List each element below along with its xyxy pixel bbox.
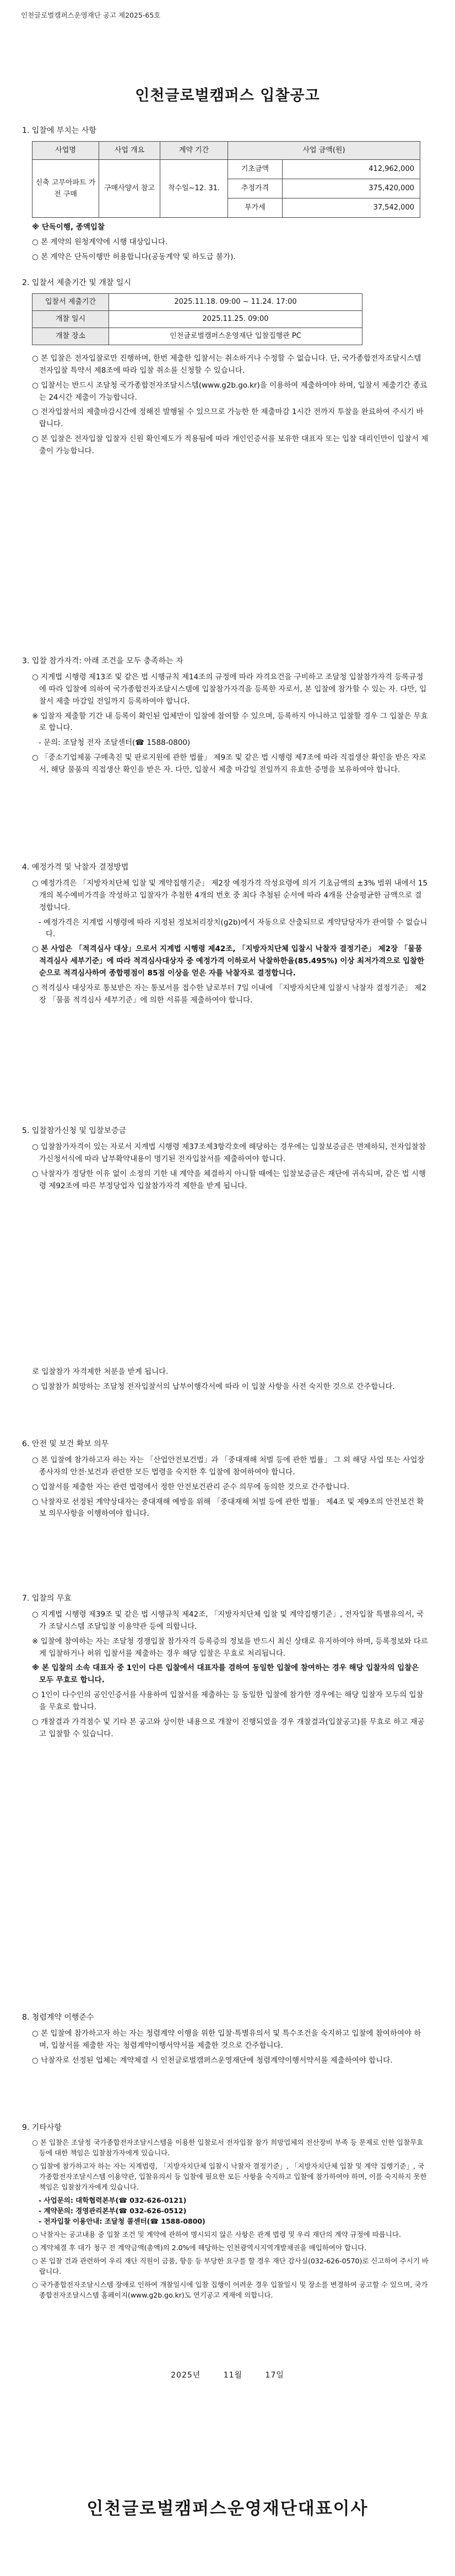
section-4-body xyxy=(32,878,429,1010)
date-year: 2025년 xyxy=(171,2371,201,2380)
header-amount: 사업 금액(원) xyxy=(228,142,420,160)
schedule-value: 2025.11.25. 09:00 xyxy=(109,311,362,328)
header-period: 계약 기간 xyxy=(160,142,228,160)
section-2-body xyxy=(32,353,429,460)
paragraph: ○ 본 입찰 건과 관련하여 우리 재단 직원이 금품, 향응 등 부당한 요구를 할 경우 재단 감사실(032-626-0570)로 신고하여 주시기 바랍니다. xyxy=(32,2257,429,2276)
date-day: 17일 xyxy=(265,2371,284,2380)
paragraph: ○ 입찰참가 희망하는 조달청 전자입찰서의 납부이행각서에 따라 이 입찰 사항을 사전 숙지한 것으로 간주합니다. xyxy=(32,1382,395,1391)
paragraph: ○ 낙찰자가 정당한 이유 없이 소정의 기한 내 계약을 체결하지 아니할 때에는 입찰보증금은 재단에 귀속되며, 같은 법 시행령 제92조에 따른 부정당업자 입찰참가자격 제한을 받게 됩니다. xyxy=(32,1169,426,1190)
paragraph: ○ 지계법 시행령 제39조 및 같은 법 시행규칙 제42조, 「지방자치단체 입찰 및 계약집행기준」, 전자입찰 특별유의서, 국가 조달시스템 조달입찰 이용약관 등에 의합니다. xyxy=(32,1610,424,1631)
paragraph: ○ 적격심사 대상자로 통보받은 자는 통보서를 접수한 날로부터 7일 이내에 「지방자치단체 입찰시 낙찰자 결정기준」 제2장 「물품 적격심사 세부기준」에 의한 서류를 제출하여야 합니다. xyxy=(32,983,426,1005)
section-3-body xyxy=(32,672,429,779)
section-9-body xyxy=(32,2137,429,2303)
paragraph: 로 입찰참가 자격제한 처분을 받게 됩니다. xyxy=(32,1367,169,1376)
section-3-title: 3. 입찰 참가자격: 아래 조건을 모두 충족하는 자 xyxy=(22,657,183,666)
schedule-label: 개찰 장소 xyxy=(32,328,109,345)
announcement-code: 인천글로벌캠퍼스운영재단 공고 제2025-65호 xyxy=(21,11,161,19)
project-outline: 구매사양서 참고 xyxy=(99,160,160,218)
paragraph: ○ 본 입찰에 참가하고자 하는 자는 「산업안전보건법」과 「중대재해 처벌 등에 관한 법률」 그 외 해당 사업 또는 사업장 종사자의 안전·보건과 관련한 모든 법령을 숙지한 후 입찰에 참여하여야 합니다. xyxy=(32,1456,425,1477)
section-2-title: 2. 입찰서 제출기간 및 개찰 일시 xyxy=(22,278,131,287)
paragraph: ○ 1인이 다수인의 공인인증서를 사용하여 입찰서를 제출하는 등 동일한 입찰에 참가한 경우에는 해당 입찰자 모두의 입찰을 무효로 합니다. xyxy=(32,1690,424,1712)
paragraph: ○ 본 입찰은 전자입찰 입찰자 신원 확인제도가 적용됨에 따라 개인인증서를 보유한 대표자 또는 입찰 대리인만이 입찰서 제출이 가능합니다. xyxy=(32,434,429,456)
paragraph: ○ 개찰결과 가격점수 및 기타 본 공고와 상이한 내용으로 개찰이 진행되었을 경우 개찰결과(입찰공고)를 무효로 하고 재공고 입찰할 수 있습니다. xyxy=(32,1717,425,1738)
paragraph: ○ 지계법 시행령 제13조 및 같은 법 시행규칙 제14조의 규정에 따라 자격요건을 구비하고 조달청 입찰참가자격 등록규정에 따라 입찰에 의하여 국가종합전자조달시스템에 입찰참가자격을 등록한 자로서, 본 입찰에 참가할 수 있는 자. 다만, 입찰서 제출 마감일 전일까지 등록하여야 합니다. xyxy=(32,673,427,706)
issuer-name: 인천글로벌캠퍼스운영재단대표이사 xyxy=(86,2499,369,2519)
paragraph: ※ 입찰에 참여하는 자는 조달청 경쟁입찰 참가자격 등록증의 정보를 반드시 최신 상태로 유지하여야 하며, 등록정보와 다르게 입찰하거나 허위 입찰서를 제출하는 경우 해당 입찰은 무효로 처리됩니다. xyxy=(32,1636,428,1658)
section-9-title: 9. 기타사항 xyxy=(22,2123,62,2132)
date-month: 11월 xyxy=(223,2371,243,2380)
paragraph: ○ 낙찰자로 선정된 업체는 계약체결 시 인천글로벌캠퍼스운영재단에 청렴계약이행서약서를 제출하여야 합니다. xyxy=(32,2056,393,2065)
schedule-label: 입찰서 제출기간 xyxy=(32,294,109,311)
paragraph: ○ 입찰참가자격이 있는 자로서 지계법 시행령 제37조제3항각호에 해당하는 경우에는 입찰보증금은 면제하되, 전자입찰참가신청서식에 따라 납부확약내용이 명기된 전자입찰서를 제출하여야 합니다. xyxy=(32,1142,426,1163)
section-6-body xyxy=(32,1455,429,1523)
section-4-title: 4. 예정가격 및 낙찰자 결정방법 xyxy=(22,863,129,872)
paragraph: ○ 계약체결 후 대가 청구 전 계약금액(총액)의 2.0%에 해당하는 인천광역시지역개발채권을 매입하여야 합니다. xyxy=(32,2244,367,2252)
section-8-title: 8. 청렴계약 이행준수 xyxy=(22,2013,94,2022)
contact-line: - 계약문의: 경영관리본부(☎ 032-626-0512) xyxy=(39,2207,187,2215)
paragraph: ○ 본 입찰에 참가하고자 하는 자는 청렴계약 이행을 위한 입찰·특별유의서 및 특수조건을 숙지하고 입찰에 참여하여야 하며, 입찰서를 제출한 자는 청렴계약이행서약서를 제출한 것으로 간주합니다. xyxy=(32,2029,421,2050)
amount-value: 412,962,000 xyxy=(283,160,420,179)
schedule-label: 개찰 일시 xyxy=(32,311,109,328)
header-project: 사업명 xyxy=(32,142,99,160)
page-title: 인천글로벌캠퍼스 입찰공고 xyxy=(135,87,320,104)
amount-label: 기초금액 xyxy=(228,160,283,179)
paragraph: - 문의: 조달청 전자 조달센터(☎ 1588-0800) xyxy=(39,738,191,748)
paragraph: ※ 본 입찰의 소속 대표자 중 1인이 다른 입찰에서 대표자를 겸하여 동일한 입찰에 참여하는 경우 해당 입찰자의 입찰은 모두 무효로 합니다. xyxy=(32,1663,419,1685)
note: ○ 본 계약의 원청계약에 시행 대상입니다. xyxy=(32,237,168,246)
section-7-title: 7. 입찰의 무효 xyxy=(22,1594,72,1603)
section-7-body xyxy=(32,1609,429,1743)
announcement-date xyxy=(0,2369,455,2382)
amount-value: 37,542,000 xyxy=(283,198,420,218)
note: ○ 본 계약은 단독이행만 허용합니다(공동계약 및 하도급 불가). xyxy=(32,252,236,261)
section-1-title: 1. 입찰에 부치는 사항 xyxy=(22,126,96,135)
section-5-tail xyxy=(32,1366,429,1396)
paragraph: ○ 국가종합전자조달시스템 장애로 인하여 개찰일시에 입찰 집행이 어려운 경우 입찰일시 및 장소를 변경하여 공고할 수 있으며, 국가종합전자조달시스템 홈페이지(www.g2b.go.kr)도 연기공고 게재에 의합니다. xyxy=(32,2280,428,2299)
paragraph: ○ 본 사업은 「적격심사 대상」으로서 지계법 시행령 제42조, 「지방자치단체 입찰시 낙찰자 결정기준」 제2장 「물품 적격심사 세부기준」에 따라 적격심사대상자 중 예정가격 이하로서 낙찰하한율(85.495%) 이상 최저가격으로 입찰한 순으로 적격심사하여 종합평점이 85점 이상을 얻은 자를 낙찰자로 결정합니다. xyxy=(32,944,425,978)
section-1-notes xyxy=(32,222,429,266)
schedule-value: 인천글로벌캠퍼스운영재단 입찰집행관 PC xyxy=(109,328,362,345)
paragraph: ※ 입찰자 제출할 기간 내 등록이 확인된 업체만이 입찰에 참여할 수 있으며, 등록하지 아니하고 입찰할 경우 그 입찰은 무효로 합니다. xyxy=(32,711,428,733)
paragraph: ○ 본 입찰은 조달청 국가종합전자조달시스템을 이용한 입찰로서 전자입찰 참가 희망업체의 전산장비 부족 등 문제로 인한 입찰무효 등에 대한 책임은 입찰참가자에게 있습니다. xyxy=(32,2138,424,2157)
section-8-body xyxy=(32,2028,429,2070)
section-5-title: 5. 입찰참가신청 및 입찰보증금 xyxy=(22,1126,126,1135)
paragraph: ○ 전자입찰서의 제출마감시간에 정해진 발행될 수 있으므로 가능한 한 제출마감 1시간 전까지 투찰을 완료하여 주시기 바랍니다. xyxy=(32,407,424,429)
paragraph: - 예정가격은 지계법 시행령에 따라 지정된 정보처리장치(g2b)에서 자동으로 산출되므로 계약담당자가 관여할 수 없습니다. xyxy=(39,917,427,939)
amount-label: 부가세 xyxy=(228,198,283,218)
paragraph: ○ 낙찰자로 선정된 계약상대자는 중대재해 예방을 위해 「중대재해 처벌 등에 관한 법률」 제4조 및 제9조의 안전보건 확보 의무사항을 이행하여야 합니다. xyxy=(32,1497,424,1518)
paragraph: ○ 입찰서는 반드시 조달청 국가종합전자조달시스템(www.g2b.go.kr)을 이용하여 제출하여야 하며, 입찰서 제출기간 종료는 24시간 제출이 가능합니다. xyxy=(32,380,427,402)
header-outline: 사업 개요 xyxy=(99,142,160,160)
note-title: ※ 단독이행, 종액입찰 xyxy=(32,223,105,232)
paragraph: ○ 입찰서를 제출한 자는 관련 법령에서 정한 안전보건관리 준수 의무에 동의한 것으로 간주합니다. xyxy=(32,1482,350,1491)
paragraph: ○ 「중소기업제품 구매촉진 및 판로지원에 관한 법률」 제9조 및 같은 법 시행령 제7조에 따라 직접생산 확인을 받은 자로서, 해당 물품의 직접생산 확인을 받은 자. 다만, 입찰서 제출 마감일 전일까지 유효한 증명을 보유하여야 합니다. xyxy=(32,753,426,775)
paragraph: ○ 낙찰자는 공고내용 중 입찰 조건 및 계약에 관하여 명시되지 않은 사항은 관계 법령 및 우리 재단의 계약 규정에 따릅니다. xyxy=(32,2230,401,2239)
paragraph: ○ 입찰에 참가하고자 하는 자는 지계법령, 「지방자치단체 입찰시 낙찰자 결정기준」, 「지방자치단체 입찰 및 계약 집행기준」, 국가종합전자조달시스템 이용약관, 입찰유의서 등 입찰에 필요한 모든 사항을 숙지하고 입찰에 참가하여야 하며, 이를 숙지하지 못한 책임은 입찰참가자에게 있습니다. xyxy=(32,2162,427,2191)
section-6-title: 6. 안전 및 보건 확보 의무 xyxy=(22,1440,109,1448)
project-table xyxy=(32,141,420,218)
project-name: 신축 고무아파트 가전 구매 xyxy=(32,160,99,218)
section-5-body xyxy=(32,1141,429,1195)
schedule-value: 2025.11.18. 09:00 ~ 11.24. 17:00 xyxy=(109,294,362,311)
contact-line: - 사업문의: 대학협력본부(☎ 032-626-0121) xyxy=(39,2196,187,2204)
schedule-table xyxy=(32,293,362,345)
amount-value: 375,420,000 xyxy=(283,179,420,198)
paragraph: ○ 본 입찰은 전자입찰로만 진행하며, 한번 제출한 입찰서는 취소하거나 수정할 수 없습니다. 단, 국가종합전자조달시스템 전자입찰 특약서 제8조에 따라 입찰 취소를 신청할 수 있습니다. xyxy=(32,354,421,375)
contact-line: - 전자입찰 이용안내: 조달청 콜센터(☎ 1588-0800) xyxy=(39,2217,205,2225)
amount-label: 추정가격 xyxy=(228,179,283,198)
paragraph: ○ 예정가격은 「지방자치단체 입찰 및 계약집행기준」 제2장 예정가격 작성요령에 의거 기초금액의 ±3% 범위 내에서 15개의 복수예비가격을 작성하고 입찰자가 추첨한 4개의 번호 중 최다 추첨된 순서에 따라 4개를 산술평균한 금액으로 결정합니다. xyxy=(32,879,428,912)
project-period: 착수일~12. 31. xyxy=(160,160,228,218)
